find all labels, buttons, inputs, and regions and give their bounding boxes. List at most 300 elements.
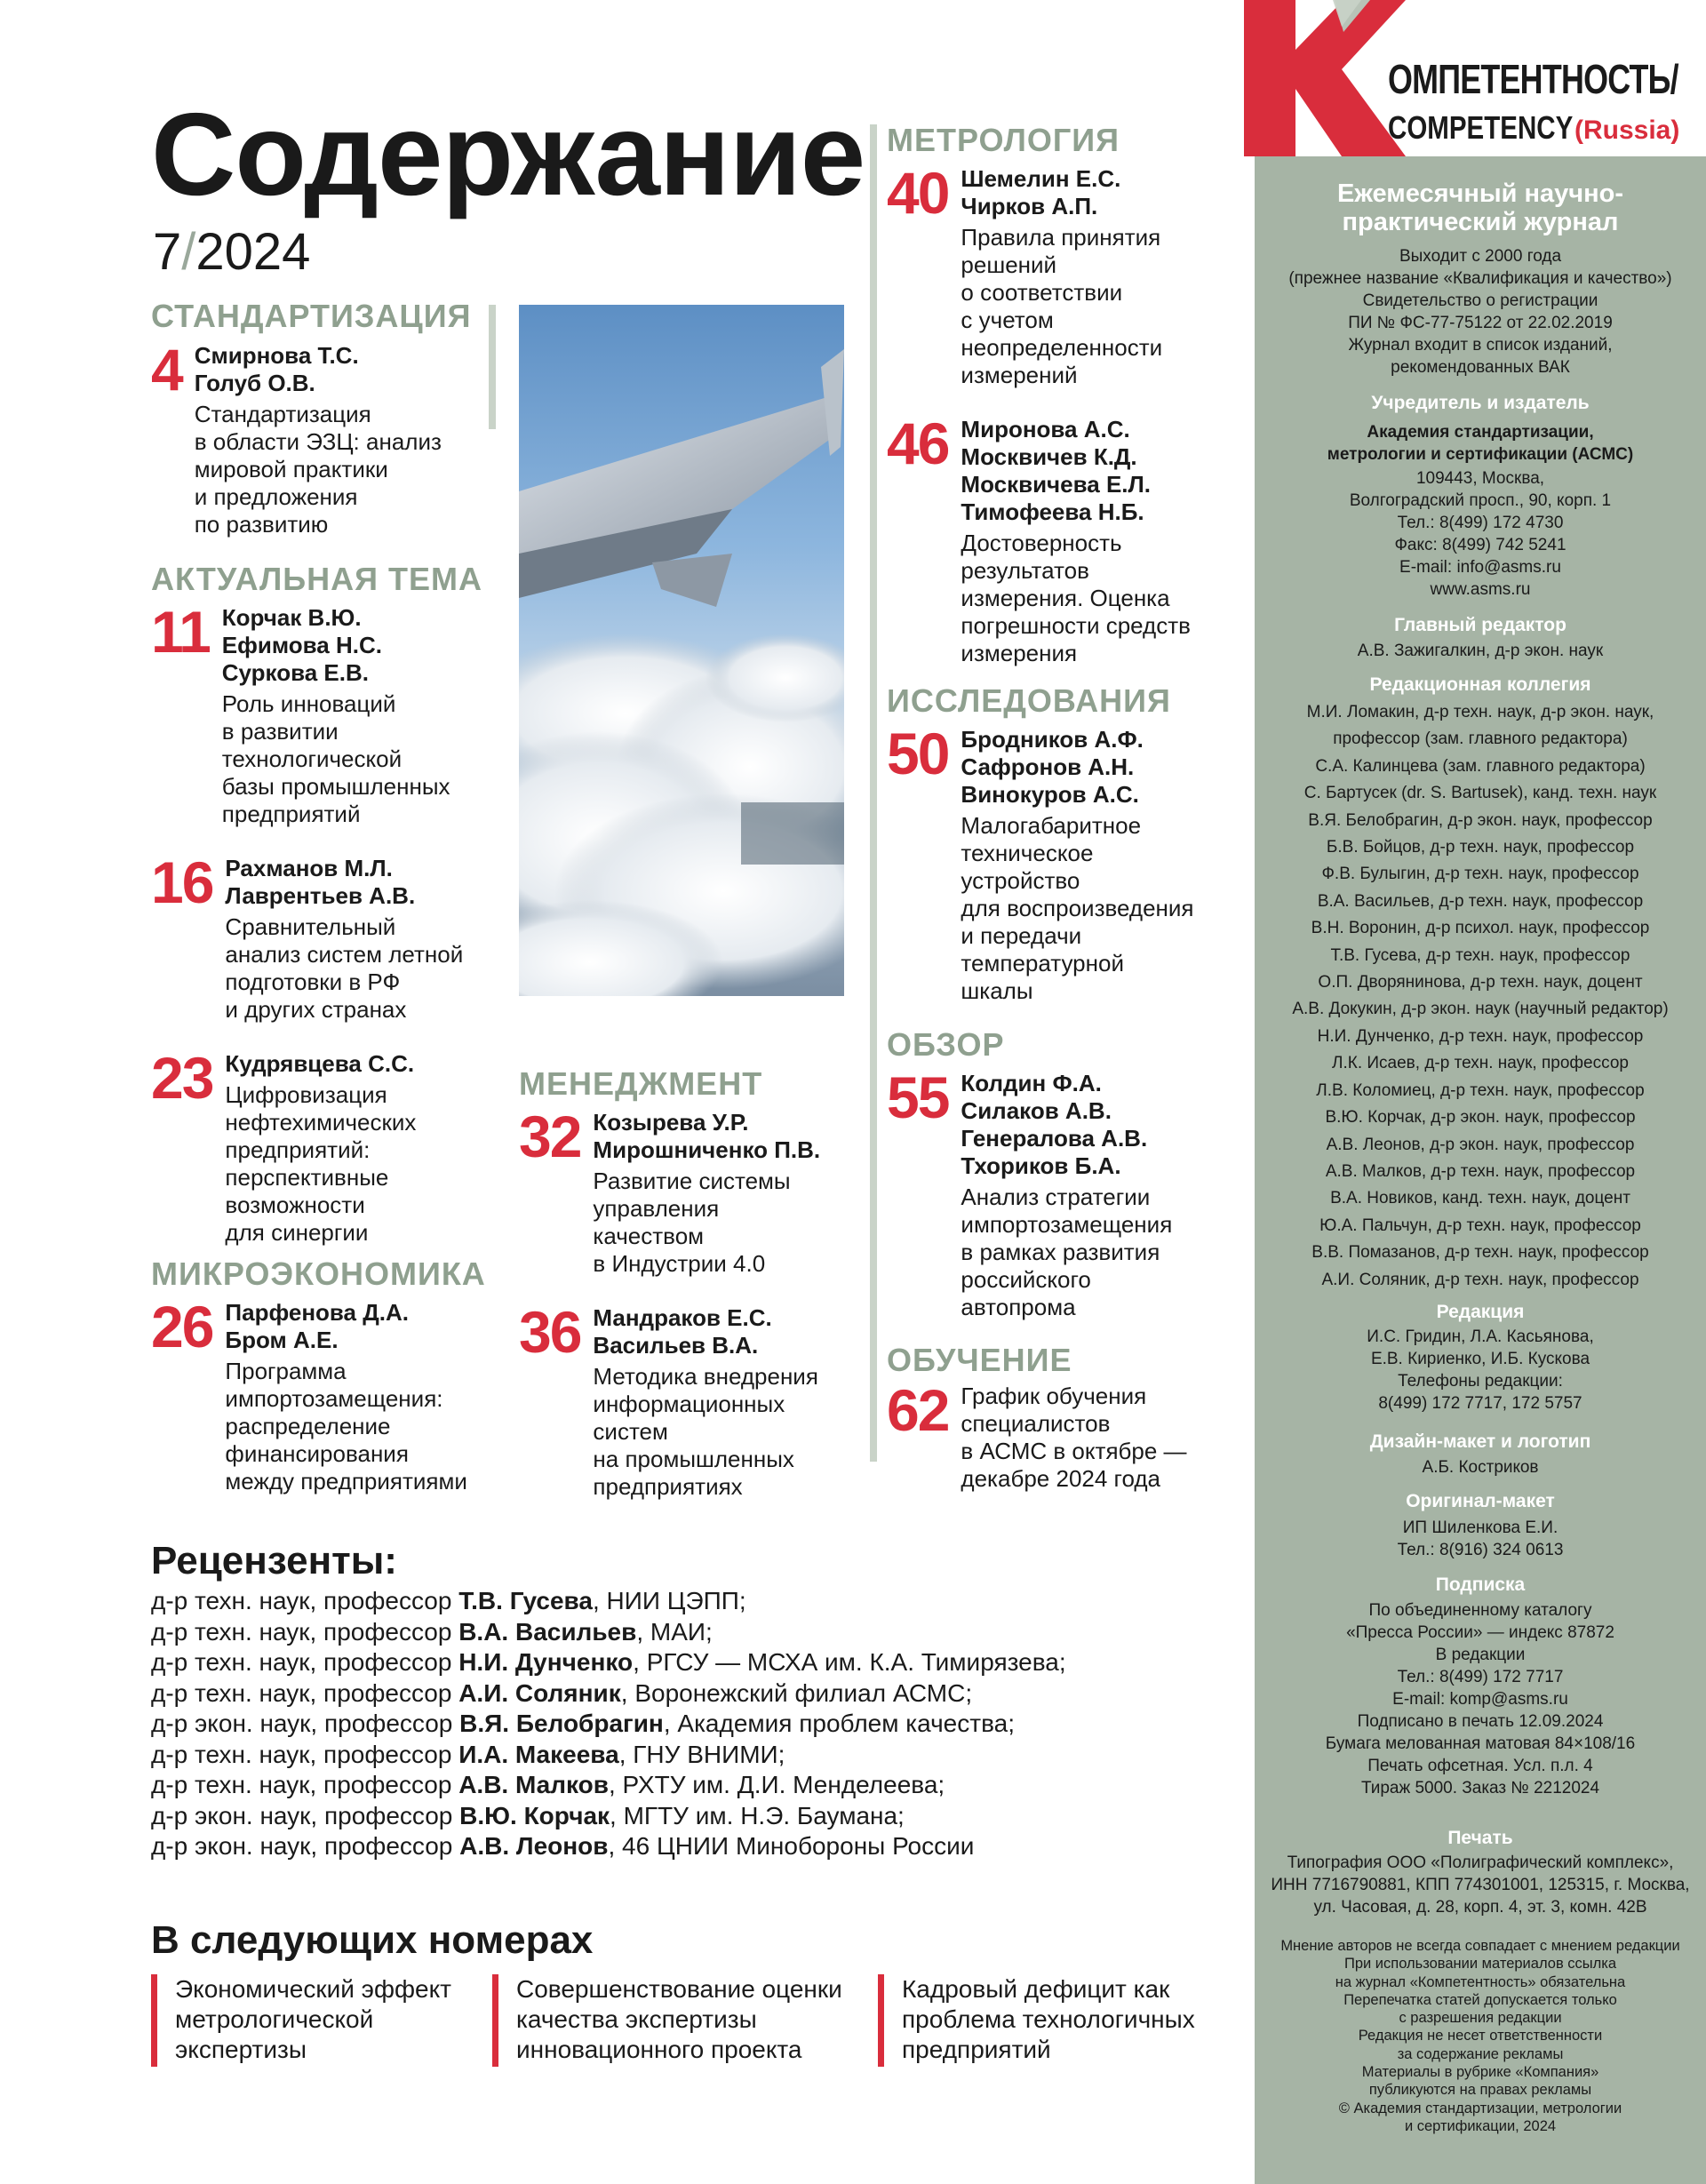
article-title (225, 1358, 466, 1495)
logo-competency: COMPETENCY (1388, 109, 1574, 146)
text-line: публикуются на правах рекламы (1368, 2082, 1592, 2099)
article-title-line: и предложения (194, 483, 358, 510)
author: Бром А.Е. (225, 1327, 339, 1353)
toc-group (151, 599, 489, 1247)
next-issue-line: экспертизы (175, 2036, 307, 2063)
reviewer-degree: д-р экон. наук, профессор (151, 1832, 460, 1860)
reviewer-affiliation: , МАИ; (636, 1617, 713, 1646)
reviewer (151, 1617, 1066, 1648)
text-line: Тел.: 8(499) 172 4730 (1397, 514, 1564, 532)
toc-item-text (961, 416, 1191, 667)
author: Мирошниченко П.В. (593, 1136, 821, 1163)
text-line: М.И. Ломакин, д-р техн. наук, д-р экон. наук, (1306, 703, 1654, 721)
logo-line1: ОМПЕТЕНТНОСТЬ/ (1388, 56, 1678, 102)
text-line: метрологии и сертификации (АСМС) (1327, 445, 1634, 464)
toc-item (887, 721, 1242, 1005)
section-heading-review: ОБЗОР (887, 1026, 1005, 1063)
article-title-line: Методика внедрения (593, 1363, 818, 1390)
reviewer-name: Н.И. Дунченко (458, 1648, 634, 1676)
next-issue-item (878, 1974, 1251, 2067)
page-number: 36 (519, 1299, 581, 1365)
reviewer-name: В.Я. Белобрагин (459, 1710, 664, 1737)
author: Миронова А.С. (961, 416, 1130, 442)
design-heading: Дизайн-макет и логотип (1369, 1431, 1591, 1452)
article-title-line: Программа (225, 1358, 347, 1384)
toc-group (887, 1064, 1242, 1321)
founder-info (1255, 467, 1706, 601)
article-title-line: измерений (961, 362, 1078, 388)
article-title (222, 690, 450, 828)
text-line: С.А. Калинцева (зам. главного редактора) (1315, 756, 1646, 776)
article-title-line: качеством (593, 1223, 705, 1249)
reviewer-degree: д-р экон. наук, профессор (151, 1801, 460, 1829)
print-info (1255, 1852, 1706, 1918)
next-issue-line: проблема технологичных (902, 2005, 1195, 2033)
article-title-line: Достоверность (961, 530, 1122, 556)
article-title-line: неопределенности (961, 334, 1163, 361)
reviewer-name: А.В. Малков (458, 1771, 609, 1798)
editorial-board (1255, 699, 1706, 1294)
text-line: на журнал «Компетентность» обязательна (1335, 1973, 1626, 1990)
text-line: Перепечатка статей допускается только (1343, 1991, 1617, 2008)
reviewer-affiliation: , РГСУ — МСХА им. К.А. Тимирязева; (633, 1648, 1066, 1676)
text-line: и сертификации, 2024 (1404, 2117, 1557, 2134)
reviewer-degree: д-р техн. наук, профессор (151, 1648, 459, 1676)
text-line: Н.И. Дунченко, д-р техн. наук, профессор (1317, 1026, 1644, 1046)
section-heading-training: ОБУЧЕНИЕ (887, 1342, 1072, 1378)
article-title-line: и передачи (961, 922, 1082, 949)
text-line: Ф.В. Булыгин, д-р техн. наук, профессор (1321, 865, 1639, 884)
reviewer-name: А.В. Леонов (459, 1832, 609, 1860)
reviewer-degree: д-р техн. наук, профессор (151, 1617, 459, 1646)
page-number: 40 (887, 160, 949, 226)
text-line: Б.В. Бойцов, д-р техн. наук, профессор (1326, 838, 1635, 857)
text-line: Мнение авторов не всегда совпадает с мнением редакции (1280, 1938, 1680, 1954)
text-line: 8(499) 172 7717, 172 5757 (1378, 1394, 1582, 1413)
article-title (225, 913, 463, 1024)
toc-item-text (225, 855, 463, 1024)
article-title-line: в рамках развития (961, 1239, 1160, 1265)
text-line: В редакции (1435, 1646, 1526, 1664)
text-line: с разрешения редакции (1399, 2010, 1562, 2027)
text-line: ул. Часовая, д. 28, корп. 4, эт. 3, комн. 42В (1313, 1898, 1647, 1917)
article-title-line: специалистов (961, 1410, 1111, 1437)
reviewer-affiliation: , МГТУ им. Н.Э. Баумана; (610, 1801, 905, 1829)
article-title-line: технологической (221, 745, 403, 772)
legal-notes (1255, 1937, 1706, 2135)
author: Москвичев К.Д. (961, 443, 1137, 470)
logo-line2 (1388, 109, 1680, 146)
issue-year: 2024 (195, 223, 311, 281)
reviewer-degree: д-р экон. наук, профессор (151, 1710, 460, 1737)
article-title-line: систем (593, 1418, 668, 1445)
author: Шемелин Е.С. (961, 165, 1121, 192)
reviewer-affiliation: , Академия проблем качества; (663, 1710, 1015, 1737)
toc-item-text (961, 1070, 1172, 1321)
article-title-line: нефтехимических (225, 1109, 417, 1136)
article-title-line: управления (593, 1195, 720, 1222)
author: Суркова Е.В. (221, 659, 369, 686)
toc-item-text (593, 1109, 820, 1278)
reviewer (151, 1740, 1066, 1771)
reviewer (151, 1709, 1066, 1740)
subscription-heading: Подписка (1435, 1574, 1526, 1595)
issue-slash: / (181, 223, 196, 281)
page-number: 55 (887, 1064, 949, 1130)
page-number: 16 (151, 849, 213, 915)
article-title-line: измерения. Оценка (961, 585, 1170, 611)
article-title-line: в АСМС в октябре — (961, 1438, 1187, 1464)
divider-bar (489, 305, 496, 429)
section-heading-metrology: МЕТРОЛОГИЯ (887, 122, 1120, 158)
founder-heading: Учредитель и издатель (1371, 393, 1590, 413)
author: Кудрявцева С.С. (225, 1050, 415, 1077)
layout-heading: Оригинал-макет (1406, 1491, 1555, 1511)
text-line: О.П. Дворянинова, д-р техн. наук, доцент (1318, 973, 1643, 992)
article-title-line: Стандартизация (194, 401, 371, 427)
article-title-line: анализ систем летной (225, 941, 464, 968)
toc-group (151, 1294, 489, 1495)
article-title-line: с учетом (961, 307, 1054, 333)
article-title-line: предприятий: (225, 1136, 371, 1163)
author: Васильев В.А. (593, 1332, 759, 1359)
reviewer-degree: д-р техн. наук, профессор (151, 1678, 459, 1707)
author: Лаврентьев А.В. (225, 882, 416, 909)
text-line: 109443, Москва, (1415, 469, 1545, 488)
design-credit: А.Б. Кострикoв (1422, 1458, 1539, 1477)
text-line: Е.В. Кириенко, И.Б. Кускова (1370, 1350, 1590, 1368)
text-line: рекомендованных ВАК (1391, 358, 1570, 377)
article-title (961, 1184, 1172, 1321)
text-line: Т.В. Гусева, д-р техн. наук, профессор (1330, 945, 1630, 965)
article-title-line: График обучения (961, 1383, 1147, 1409)
reviewer-name: И.А. Макеева (458, 1740, 619, 1768)
text-line: профессор (зам. главного редактора) (1333, 729, 1628, 749)
text-line: www.asms.ru (1430, 580, 1531, 599)
text-line: (прежнее название «Квалификация и качество») (1288, 269, 1672, 288)
page-number: 46 (887, 410, 949, 476)
reviewer-affiliation: , ГНУ ВНИМИ; (618, 1740, 785, 1768)
article-title-line: импортозамещения: (225, 1385, 443, 1412)
toc-item-text (195, 342, 442, 538)
text-line: за содержание рекламы (1397, 2045, 1564, 2062)
article-title-line: Развитие системы (593, 1168, 791, 1194)
text-line: ИНН 7716790881, КПП 774301001, 125315, г. Москва, (1271, 1876, 1690, 1894)
text-line: И.С. Гридин, Л.А. Касьянова, (1367, 1327, 1594, 1346)
toc-item (151, 599, 489, 828)
reviewer-degree: д-р техн. наук, профессор (151, 1771, 459, 1798)
toc-item (887, 410, 1242, 667)
article-title-line: температурной (961, 950, 1124, 976)
article-title-line: о соответствии (961, 279, 1123, 306)
article-title-line: распределение (225, 1413, 391, 1439)
article-title-line: информационных (593, 1391, 785, 1417)
article-title-line: Роль инноваций (221, 690, 396, 717)
article-title-line: Цифровизация (225, 1081, 387, 1108)
article-title (961, 530, 1191, 667)
text-line: Ежемесячный научно- (1336, 179, 1624, 208)
next-issue-line: метрологической (175, 2005, 374, 2033)
toc-item (519, 1299, 865, 1501)
toc-item-text (225, 1299, 466, 1495)
section-heading-research: ИССЛЕДОВАНИЯ (887, 682, 1171, 719)
reviewer-affiliation: , 46 ЦНИИ Минобороны России (608, 1832, 975, 1860)
article-title-line: мировой практики (194, 456, 388, 482)
article-title-line: финансирования (225, 1440, 409, 1467)
author: Ефимова Н.С. (221, 632, 382, 658)
text-line: Л.К. Исаев, д-р техн. наук, профессор (1332, 1054, 1629, 1073)
article-title-line: подготовки в РФ (225, 968, 401, 995)
reviewer (151, 1770, 1066, 1801)
toc-item-text (593, 1304, 818, 1501)
page-number: 23 (151, 1045, 213, 1111)
toc-item-text (961, 726, 1193, 1005)
author: Чирков А.П. (961, 193, 1098, 219)
article-title-line: в Индустрии 4.0 (593, 1250, 766, 1277)
chief-editor: А.В. Зажигалкин, д-р экон. наук (1357, 642, 1604, 660)
issue-number: 7 (153, 223, 182, 281)
author: Колдин Ф.А. (961, 1070, 1102, 1096)
staff-heading: Редакция (1436, 1302, 1525, 1322)
article-title-line: декабре 2024 года (961, 1465, 1160, 1492)
toc-item-text (225, 1050, 416, 1247)
article-title-line: между предприятиями (225, 1468, 467, 1495)
article-title (961, 224, 1162, 389)
reviewer (151, 1586, 1066, 1617)
article-title-line: на промышленных (593, 1446, 794, 1472)
text-line: При использовании материалов ссылка (1343, 1956, 1617, 1973)
article-title-line: перспективные (225, 1164, 389, 1191)
article-title-line: техническое (961, 840, 1094, 866)
toc-item (151, 337, 489, 538)
reviewer (151, 1647, 1066, 1678)
text-line: ПИ № ФС-77-75122 от 22.02.2019 (1348, 314, 1613, 332)
section-heading-microeconomics: МИКРОЭКОНОМИКА (151, 1255, 486, 1292)
toc-group (887, 1377, 1242, 1493)
issue-label (153, 223, 311, 281)
toc-item (887, 1377, 1242, 1493)
next-issue-line: Совершенствование оценки (516, 1975, 842, 2003)
reviewer-name: В.А. Васильев (458, 1617, 637, 1646)
reviewers-heading: Рецензенты: (151, 1539, 397, 1582)
text-line: © Академия стандартизации, метрологии (1338, 2100, 1622, 2116)
article-title (961, 1383, 1186, 1493)
article-title-line: Правила принятия (961, 224, 1161, 251)
article-title-line: автопрома (961, 1294, 1076, 1320)
author: Рахманов М.Л. (225, 855, 393, 881)
reviewer-affiliation: , Воронежский филиал АСМС; (620, 1678, 973, 1707)
text-line: А.В. Докукин, д-р экон. наук (научный редактор) (1292, 1000, 1669, 1019)
section-heading-standardization: СТАНДАРТИЗАЦИЯ (151, 298, 472, 334)
text-line: Подписано в печать 12.09.2024 (1357, 1712, 1604, 1731)
text-line: E-mail: komp@asms.ru (1392, 1690, 1568, 1709)
text-line: А.В. Леонов, д-р экон. наук, профессор (1326, 1135, 1635, 1154)
toc-group (887, 160, 1242, 667)
text-line: В.А. Васильев, д-р техн. наук, профессор (1317, 891, 1644, 911)
text-line: А.В. Малков, д-р техн. наук, профессор (1325, 1161, 1636, 1181)
article-title (225, 1081, 416, 1247)
author: Козырева У.Р. (593, 1109, 749, 1136)
text-line: Тел.: 8(499) 172 7717 (1397, 1668, 1564, 1686)
article-title-line: результатов (961, 557, 1089, 584)
toc-item-text (961, 1383, 1186, 1493)
next-issue-item (492, 1974, 874, 2067)
reviewer-name: Т.В. Гусева (458, 1587, 593, 1614)
text-line: Тираж 5000. Заказ № 2212024 (1360, 1779, 1600, 1797)
article-title (195, 401, 442, 538)
toc-item (887, 1064, 1242, 1321)
text-line: Журнал входит в список изданий, (1348, 336, 1613, 355)
reviewer (151, 1831, 1066, 1862)
layout-credit (1255, 1517, 1706, 1561)
text-line: Телефоны редакции: (1398, 1372, 1563, 1391)
print-heading: Печать (1447, 1828, 1513, 1848)
next-issue-line: предприятий (902, 2036, 1051, 2063)
author: Москвичева Е.Л. (961, 471, 1151, 498)
toc-item (887, 160, 1242, 389)
article-title-line: возможности (225, 1192, 365, 1218)
author: Голуб О.В. (194, 370, 315, 396)
text-line: «Пресса России» — индекс 87872 (1346, 1623, 1614, 1642)
reviewers-list (151, 1586, 1066, 1862)
section-heading-topic: АКТУАЛЬНАЯ ТЕМА (151, 561, 482, 597)
toc-group (519, 1104, 865, 1501)
reviewer-degree: д-р техн. наук, профессор (151, 1587, 459, 1614)
text-line: В.Н. Воронин, д-р психол. наук, профессор (1311, 919, 1650, 938)
reviewer-affiliation: , НИИ ЦЭПП; (592, 1587, 746, 1614)
cover-photo-airplane-wing (519, 305, 844, 996)
sidebar-about (1255, 245, 1706, 379)
text-line: E-mail: info@asms.ru (1399, 558, 1561, 577)
page-number: 4 (151, 337, 182, 403)
article-title-line: устройство (961, 867, 1080, 894)
article-title (961, 812, 1193, 1005)
author: Мандраков Е.С. (593, 1304, 772, 1331)
text-line: практический журнал (1342, 208, 1619, 236)
article-title-line: Анализ стратегии (961, 1184, 1151, 1210)
article-title-line: для воспроизведения (961, 895, 1194, 921)
toc-item (151, 1045, 489, 1247)
next-issue-line: Кадровый дефицит как (902, 1975, 1170, 2003)
next-issue-line: качества экспертизы (516, 2005, 757, 2033)
author: Силаков А.В. (961, 1097, 1112, 1124)
article-title-line: импортозамещения (961, 1211, 1173, 1238)
article-title-line: в развитии (221, 718, 339, 745)
reviewer-name: А.И. Соляник (458, 1678, 621, 1707)
article-title-line: предприятий (221, 801, 361, 827)
text-line: В.Я. Белобрагин, д-р экон. наук, профессор (1308, 810, 1653, 830)
author: Винокуров А.С. (961, 781, 1139, 808)
text-line: Выходит с 2000 года (1399, 247, 1562, 266)
reviewer (151, 1678, 1066, 1710)
text-line: Печать офсетная. Усл. п.л. 4 (1367, 1757, 1593, 1775)
author: Бродников А.Ф. (961, 726, 1144, 753)
reviewer (151, 1801, 1066, 1832)
article-title (593, 1168, 820, 1278)
text-line: Ю.А. Пальчун, д-р техн. наук, профессор (1319, 1216, 1641, 1235)
text-line: Типография ООО «Полиграфический комплекс», (1287, 1853, 1674, 1872)
text-line: Факс: 8(499) 742 5241 (1394, 536, 1566, 554)
author: Сафронов А.Н. (961, 753, 1135, 780)
article-title-line: предприятиях (593, 1473, 743, 1500)
article-title-line: измерения (961, 640, 1078, 666)
reviewer-affiliation: , РХТУ им. Д.И. Менделеева; (608, 1771, 945, 1798)
text-line: Свидетельство о регистрации (1362, 291, 1598, 310)
text-line: Редакция не несет ответственности (1358, 2028, 1603, 2045)
page-number: 32 (519, 1104, 581, 1169)
text-line: В.В. Помазанов, д-р техн. наук, профессор (1311, 1243, 1649, 1263)
author: Парфенова Д.А. (225, 1299, 409, 1326)
text-line: С. Бартусек (dr. S. Bartusek), канд. техн. наук (1303, 784, 1657, 803)
page-number: 26 (151, 1294, 213, 1359)
text-line: Тел.: 8(916) 324 0613 (1397, 1541, 1564, 1559)
section-heading-management: МЕНЕДЖМЕНТ (519, 1065, 763, 1102)
article-title-line: шкалы (961, 977, 1033, 1004)
page-title: Содержание (151, 89, 865, 219)
staff (1255, 1326, 1706, 1415)
logo-country: (Russia) (1574, 116, 1680, 145)
author: Тимофеева Н.Б. (961, 498, 1144, 525)
article-title-line: погрешности средств (961, 612, 1191, 639)
next-issue-item (151, 1974, 480, 2067)
reviewer-degree: д-р техн. наук, профессор (151, 1740, 459, 1768)
page-number: 11 (151, 599, 210, 665)
text-line: В.Ю. Корчак, д-р экон. наук, профессор (1325, 1108, 1636, 1128)
article-title-line: в области ЭЗЦ: анализ (194, 428, 442, 455)
founder-name (1255, 421, 1706, 466)
text-line: ИП Шиленкова Е.И. (1402, 1518, 1559, 1537)
article-title-line: Сравнительный (225, 913, 396, 940)
page-number: 50 (887, 721, 949, 786)
text-line: По объединенному каталогу (1368, 1601, 1592, 1620)
author: Генералова А.В. (961, 1125, 1148, 1152)
editor-heading: Главный редактор (1394, 615, 1566, 635)
next-issue-line: Экономический эффект (175, 1975, 451, 2003)
article-title (593, 1363, 818, 1501)
toc-item (151, 1294, 489, 1495)
board-heading: Редакционная коллегия (1369, 674, 1591, 695)
toc-item-text (961, 165, 1162, 389)
article-title-line: российского (961, 1266, 1091, 1293)
toc-item (519, 1104, 865, 1278)
article-title-line: по развитию (194, 511, 329, 538)
article-title-line: базы промышленных (221, 773, 450, 800)
reviewer-name: В.Ю. Корчак (459, 1801, 610, 1829)
article-title-line: Малогабаритное (961, 812, 1142, 839)
text-line: А.И. Соляник, д-р техн. наук, профессор (1321, 1270, 1639, 1289)
next-issues-heading: В следующих номерах (151, 1918, 594, 1962)
article-title-line: решений (961, 251, 1057, 278)
author: Смирнова Т.С. (194, 342, 359, 369)
toc-group (887, 721, 1242, 1005)
text-line: Академия стандартизации, (1367, 423, 1594, 442)
text-line: Л.В. Коломиец, д-р техн. наук, профессор (1316, 1080, 1645, 1100)
next-issue-line: инновационного проекта (516, 2036, 802, 2063)
author: Корчак В.Ю. (221, 604, 362, 631)
toc-item (151, 849, 489, 1024)
subscription-info (1255, 1599, 1706, 1799)
divider-bar (870, 124, 877, 1462)
article-title-line: и других странах (225, 996, 407, 1023)
text-line: Бумага мелованная матовая 84×108/16 (1325, 1734, 1636, 1753)
article-title-line: для синергии (225, 1219, 369, 1246)
author: Тхориков Б.А. (961, 1152, 1121, 1179)
page-number: 62 (887, 1377, 949, 1443)
toc-group (151, 337, 489, 538)
sidebar-title (1255, 179, 1706, 236)
toc-item-text (222, 604, 450, 828)
text-line: Материалы в рубрике «Компания» (1361, 2064, 1599, 2081)
